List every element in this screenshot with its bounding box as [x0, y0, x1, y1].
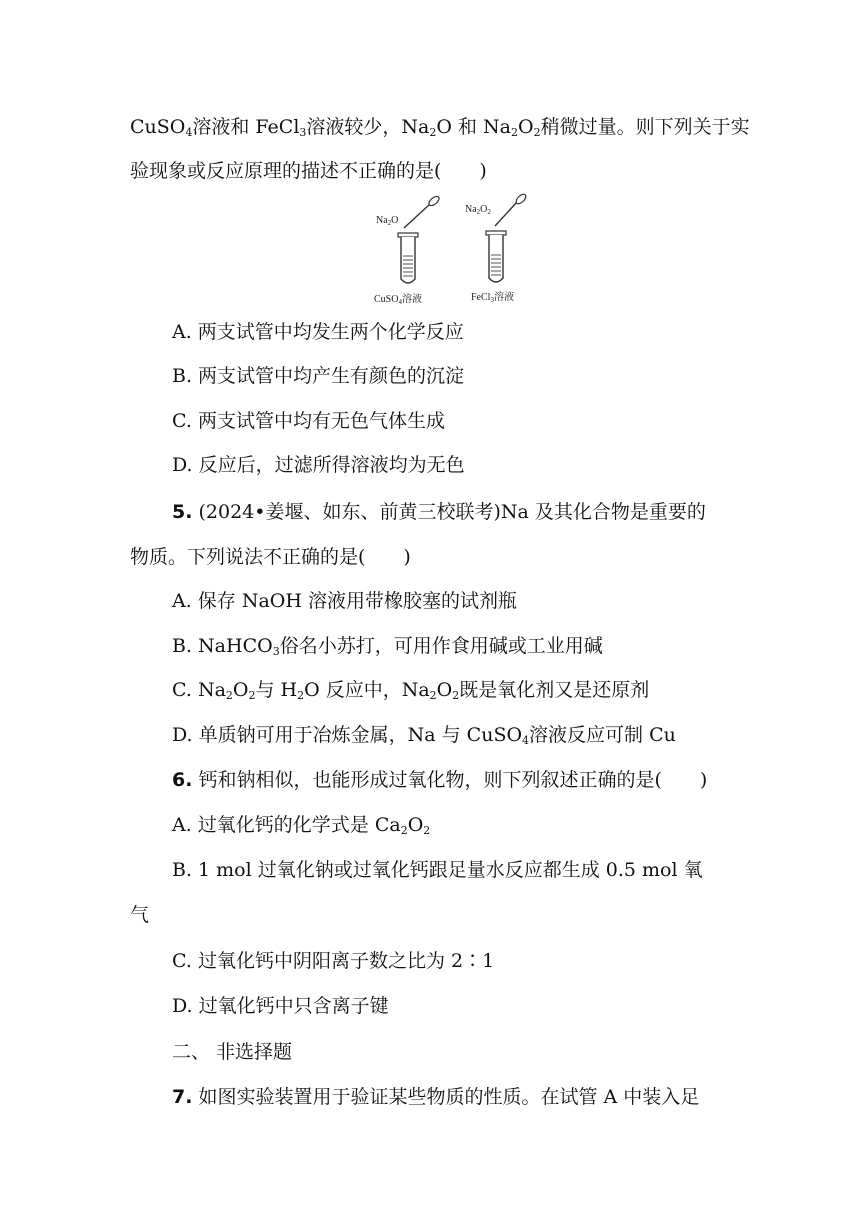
q5-number: 5. [172, 501, 193, 523]
section-heading: 二、 非选择题 [172, 1041, 293, 1063]
q6-option-b-line1: B. 1 mol 过氧化钠或过氧化钙跟足量水反应都生成 0.5 mol 氧 [172, 859, 703, 881]
q4-option-d: D. 反应后，过滤所得溶液均为无色 [172, 454, 465, 476]
q5-option-a: A. 保存 NaOH 溶液用带橡胶塞的试剂瓶 [172, 590, 517, 612]
q5-option-c: C. $Na_2O_2$与 $H_2O$ 反应中，$Na_2O_2$既是氧化剂又是还原剂 [172, 679, 650, 702]
q5-stem-line2: 物质。下列说法不正确的是( ) [130, 546, 411, 568]
right-spoon-icon [495, 192, 528, 226]
left-solution-label: CuSO$_4$溶液 [374, 294, 422, 306]
q7-stem: 7. 如图实验装置用于验证某些物质的性质。在试管 A 中装入足 [172, 1086, 700, 1108]
left-reagent-label: $Na_2O$ [376, 215, 399, 227]
q6-stem: 6. 钙和钠相似，也能形成过氧化物，则下列叙述正确的是( ) [172, 769, 708, 791]
q5-option-d: D. 单质钠可用于冶炼金属，Na 与 CuSO$_4$溶液反应可制 Cu [172, 724, 676, 747]
q6-option-d: D. 过氧化钙中只含离子键 [172, 995, 389, 1017]
q4-option-b: B. 两支试管中均产生有颜色的沉淀 [172, 365, 465, 387]
q4-stem-line1: CuSO$_4$溶液和 FeCl$_3$溶液较少，$Na_2O$ 和 $Na_2O_2$稍微过量。则下列关于实 [130, 116, 750, 139]
q6-option-c: C. 过氧化钙中阴阳离子数之比为 2∶1 [172, 950, 495, 972]
left-spoon-icon [404, 195, 441, 228]
q5-stem-line1: 5. (2024•姜堰、如东、前黄三校联考)Na 及其化合物是重要的 [172, 501, 706, 523]
q6-option-a: A. 过氧化钙的化学式是 $Ca_2O_2$ [172, 814, 431, 837]
q4-stem-line2: 验现象或反应原理的描述不正确的是( ) [130, 160, 487, 182]
q7-number: 7. [172, 1086, 193, 1108]
q6-option-b-line2: 气 [130, 904, 150, 926]
right-test-tube-icon [486, 231, 506, 282]
q4-option-c: C. 两支试管中均有无色气体生成 [172, 410, 445, 432]
left-test-tube-icon [398, 233, 418, 283]
q5-option-b: B. NaHCO$_3$俗名小苏打，可用作食用碱或工业用碱 [172, 635, 603, 658]
q6-number: 6. [172, 769, 193, 791]
test-tube-figure [368, 192, 538, 308]
right-reagent-label: $Na_2O_2$ [465, 204, 491, 216]
q4-option-a: A. 两支试管中均发生两个化学反应 [172, 321, 464, 343]
right-solution-label: FeCl$_3$溶液 [471, 292, 514, 304]
